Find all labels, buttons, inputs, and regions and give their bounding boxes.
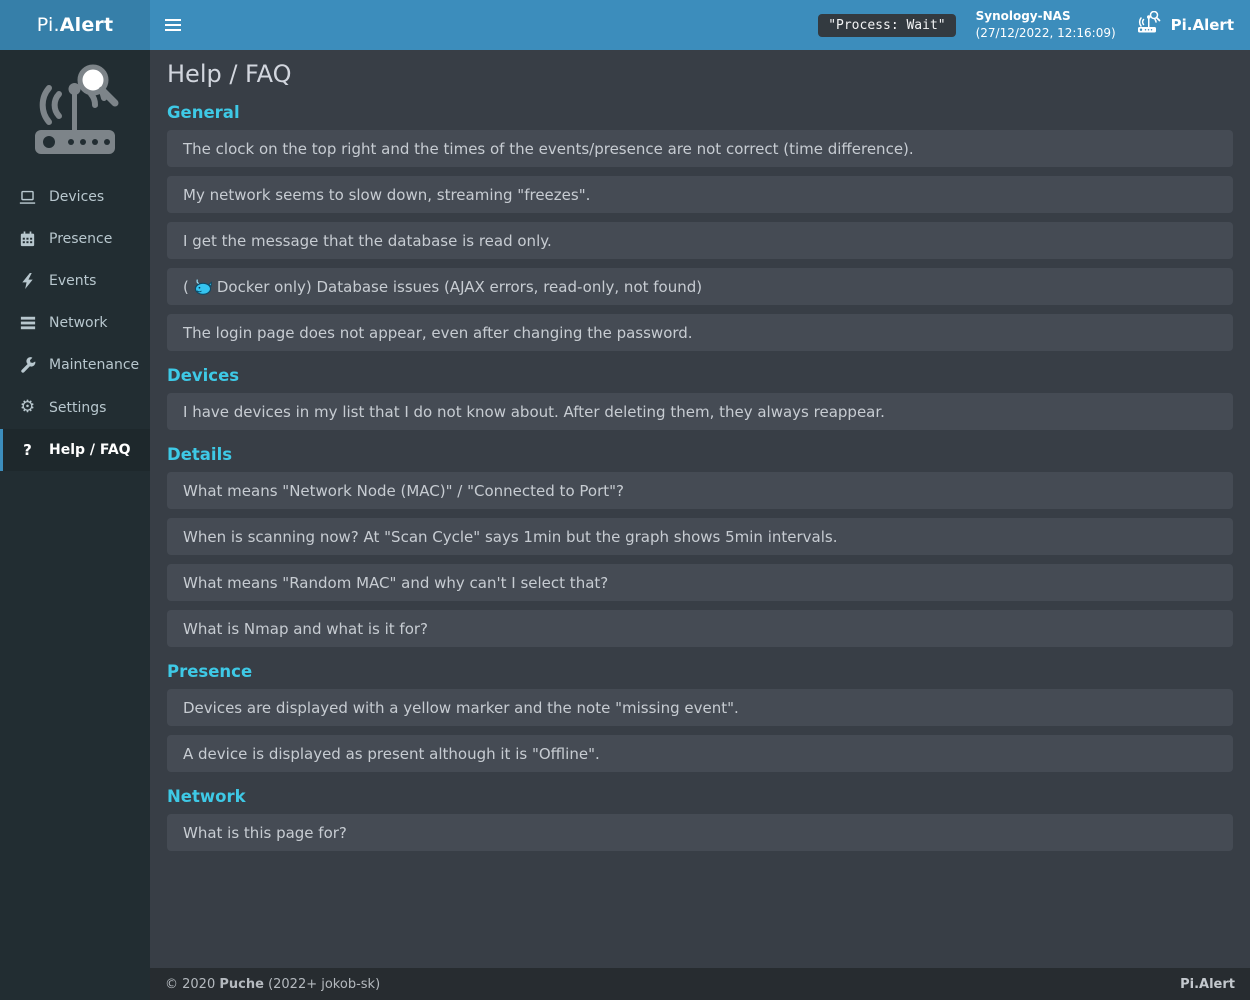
faq-question-row[interactable]: When is scanning now? At "Scan Cycle" says 1min but the graph shows 5min intervals. [167, 518, 1233, 555]
question-icon: ? [23, 440, 32, 459]
host-name: Synology-NAS [975, 9, 1071, 24]
faq-question-row[interactable]: The clock on the top right and the times of the events/presence are not correct (time difference). [167, 130, 1233, 167]
faq-section [167, 366, 1233, 430]
calendar-icon [18, 231, 37, 247]
faq-section [167, 445, 1233, 647]
sidebar-item-presence[interactable]: Presence [0, 218, 150, 260]
faq-question-row[interactable]: What means "Network Node (MAC)" / "Connected to Port"? [167, 472, 1233, 509]
faq-section [167, 662, 1233, 772]
sidebar-item-maintenance[interactable]: Maintenance [0, 344, 150, 386]
docker-whale-icon [194, 279, 212, 295]
wrench-icon [18, 357, 37, 373]
sidebar-item-events[interactable]: Events [0, 260, 150, 302]
faq-question-row[interactable]: What means "Random MAC" and why can't I select that? [167, 564, 1233, 601]
header-app-link[interactable] [1136, 11, 1234, 39]
brand-prefix: Pi. [36, 14, 60, 36]
faq-section-title: Details [167, 445, 233, 464]
sidebar-item-devices[interactable]: Devices [0, 176, 150, 218]
faq-section [167, 787, 1233, 851]
brand-logo[interactable] [0, 0, 150, 50]
faq-sections [167, 103, 1233, 851]
faq-section-title: General [167, 103, 240, 122]
faq-question-row[interactable]: I get the message that the database is read only. [167, 222, 1233, 259]
faq-section-title: Presence [167, 662, 253, 681]
sidebar [0, 50, 150, 1000]
sidebar-item-settings[interactable]: ⚙ Settings [19, 397, 107, 417]
brand-suffix: Alert [59, 14, 114, 36]
faq-question-row[interactable]: Devices are displayed with a yellow marker and the note "missing event". [167, 689, 1233, 726]
process-status-badge: "Process: Wait" [818, 14, 955, 37]
faq-question-row[interactable]: A device is displayed as present although it is "Offline". [167, 735, 1233, 772]
laptop-icon [18, 190, 37, 205]
faq-section-title: Devices [167, 366, 240, 385]
sidebar-logo-icon [0, 50, 150, 176]
network-icon [18, 316, 37, 330]
topbar-right [818, 8, 1250, 42]
pialert-logo-icon [1136, 11, 1162, 39]
faq-question-row[interactable]: What is this page for? [167, 814, 1233, 851]
sidebar-item-help-faq[interactable]: ? Help / FAQ [0, 429, 150, 471]
faq-question-row[interactable]: What is Nmap and what is it for? [167, 610, 1233, 647]
sidebar-nav [0, 176, 150, 471]
gear-icon: ⚙ [19, 397, 36, 417]
sidebar-item-network[interactable]: Network [0, 302, 150, 344]
app-name: Pi.Alert [1170, 16, 1234, 34]
footer-copyright: © 2020 Puche (2022+ jokob-sk) [165, 976, 381, 992]
faq-section-title: Network [167, 787, 246, 806]
host-time-block [976, 8, 1116, 42]
header [0, 0, 1250, 50]
content [150, 50, 1250, 968]
topbar [150, 0, 1250, 50]
faq-question-row[interactable]: The login page does not appear, even after changing the password. [167, 314, 1233, 351]
page-title: Help / FAQ [167, 60, 292, 88]
bolt-icon [18, 273, 37, 289]
footer-brand: Pi.Alert [1180, 976, 1235, 992]
faq-question-row[interactable]: I have devices in my list that I do not know about. After deleting them, they always reappear. [167, 393, 1233, 430]
faq-question-row[interactable]: My network seems to slow down, streaming "freezes". [167, 176, 1233, 213]
hamburger-icon [165, 19, 181, 21]
faq-question-row[interactable]: ( Docker only) Database issues (AJAX errors, read-only, not found) [167, 268, 1233, 305]
sidebar-toggle-button[interactable] [150, 2, 196, 48]
faq-section [167, 103, 1233, 351]
main-column [150, 50, 1250, 1000]
host-timestamp: (27/12/2022, 12:16:09) [975, 26, 1116, 40]
footer [150, 968, 1250, 1000]
